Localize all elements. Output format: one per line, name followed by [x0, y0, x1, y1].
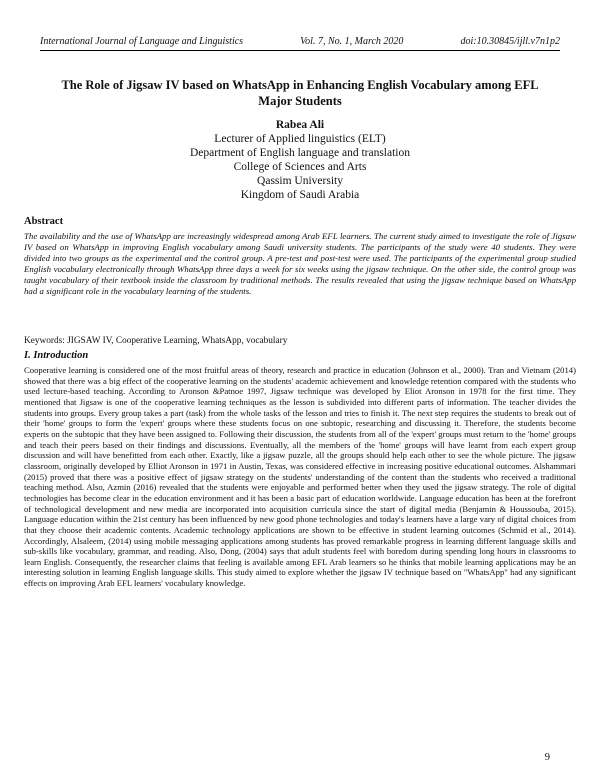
- journal-name: International Journal of Language and Linguistics: [40, 36, 244, 47]
- author-position: Lecturer of Applied linguistics (ELT): [214, 133, 386, 145]
- header-rule: [40, 50, 560, 51]
- author-name: Rabea Ali: [275, 119, 325, 131]
- keywords: [24, 335, 576, 347]
- author-department: Department of English language and translation: [189, 147, 411, 159]
- abstract-text: The availability and the use of WhatsApp are increasingly widespread among Arab EFL learners. The current study aimed to investigate the role of Jigsaw IV based on WhatsApp in improving English vocabulary among Saudi university students. The participants of the study were 40 students. They were divided into two groups as the experimental and the control group. A pre-test and post-test were used. The participants of the experimental group studied English vocabulary electronically through WhatsApp three days a week for six weeks using the jigsaw technique. On the other side, the control group was taught vocabulary of their textbook inside the classroom by traditional methods. The results revealed that using the jigsaw technique based on WhatsApp had a significant role in the vocabulary learning of the students.: [24, 231, 576, 296]
- paper-title: The Role of Jigsaw IV based on WhatsApp in Enhancing English Vocabulary among EFL Major Students: [61, 78, 539, 108]
- doi: doi:10.30845/ijll.v7n1p2: [460, 36, 560, 47]
- author-country: Kingdom of Saudi Arabia: [240, 189, 360, 201]
- author-block: [60, 118, 540, 202]
- introduction-heading: I. Introduction: [24, 350, 89, 361]
- volume-info: Vol. 7, No. 1, March 2020: [300, 36, 404, 47]
- author-university: Qassim University: [257, 175, 343, 187]
- page-number: 9: [544, 752, 550, 763]
- abstract-heading: Abstract: [24, 216, 64, 227]
- keywords-label: Keywords:: [24, 336, 65, 346]
- running-header: [40, 36, 560, 48]
- introduction-text: Cooperative learning is considered one of the most fruitful areas of theory, research and practice in education (Johnson et al., 2000). Tran and Vietnam (2014) showed that there was a big effect of the cooperative learning on the students' academic achievement and knowledge retention compared with the students who used lecture-based teaching. According to Aronson &Patnoe 1997, Jigsaw technique was developed by Eliot Aronson in 1978 for the first time. They mentioned that Jigsaw is one of the cooperative learning techniques as the lesson is subdivided into different parts of information. The teacher divides the students into groups. Every group takes a part (task) from the whole tasks of the lesson and tries to finish it. The next step requires the students to break out of their 'home' groups to form the 'expert' groups where these students focus on one subtopic, researching and discussing it. Therefore, the students become experts on the subtopic that they have been assigned to. Following their discussion, the students from all of the 'expert' groups must return to the 'home' groups and teach their peers based on their findings and discussions. Eventually, all the members of the 'home' groups will have learnt from each expert group discussion and will have benefitted from each other. Exactly, like a jigsaw puzzle, all the groups should help each other to see the whole picture. The jigsaw classroom, originally developed by Elliot Aronson in 1971 in Austin, Texas, was considered effective in increasing positive educational outcomes. Alshammari (2015) proved that there was a positive effect of jigsaw strategy on the students' understanding of the content than the students who received a traditional teaching method. Also, Azmin (2016) revealed that the students were enjoyable and performed better when they used the jigsaw strategy. The role of digital technologies has become clear in the education environment and it has been a basic part of education worldwide. Language education has been at the forefront of technological development and new media are incorporated into acquisition curricula since the start of digital media (Benjamin & Houssouba, 2015). Language education within the 21st century has been influenced by new good phone technologies and today's learners have a large vary of digital choices from that they choose their academic contents. Academic technology applications are shown to be effective in student learning outcomes (Schmid et al., 2014). Accordingly, Alsaleem, (2014) using mobile messaging applications among students has proved remarkable progress in learning different language skills and sub-skills like vocabulary, grammar, and reading. Also, Dong, (2004) says that adult students feel with boredom during spending long hours in classrooms to learn English. Consequently, the researcher claims that feeling is available among EFL Arab learners so he thinks that mobile learning applications may be an interesting solution in learning English language skills. This study aimed to explore whether the jigsaw IV technique based on "WhatsApp" had any significant effects on improving Arab EFL learners' vocabulary knowledge.: [24, 365, 576, 589]
- author-college: College of Sciences and Arts: [233, 161, 367, 173]
- keywords-text: JIGSAW IV, Cooperative Learning, WhatsApp, vocabulary: [67, 336, 288, 346]
